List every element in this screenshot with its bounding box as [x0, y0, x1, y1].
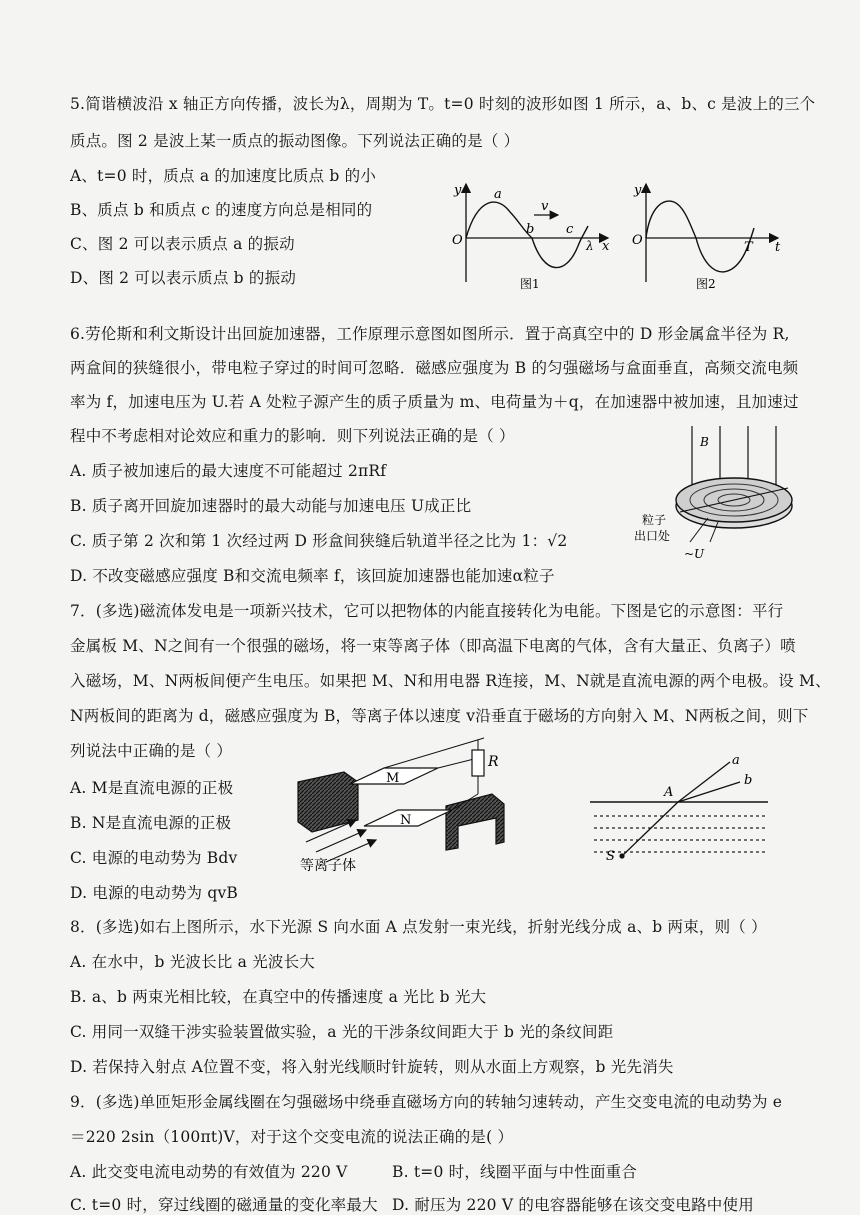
t-label: t	[775, 240, 781, 255]
q6-stem-line-1: 6.劳伦斯和利文斯设计出回旋加速器，工作原理示意图如图所示．置于高真空中的 D 形金属盒半径为 R,	[70, 325, 790, 343]
b-field-label: B	[700, 435, 709, 449]
q7-option-d: D. 电源的电动势为 qvB	[70, 884, 239, 902]
q8-option-a: A. 在水中，b 光波长比 a 光波长大	[70, 953, 315, 971]
incident-ray	[622, 802, 678, 856]
q9-option-d: D. 耐压为 220 V 的电容器能够在该交变电路中使用	[392, 1196, 754, 1214]
resistor-label: R	[488, 754, 499, 770]
q5-option-d: D、图 2 可以表示质点 b 的振动	[70, 269, 297, 287]
q9-option-a: A. 此交变电流电动势的有效值为 220 V	[70, 1163, 348, 1181]
origin-label: O	[632, 233, 643, 248]
origin-label: O	[452, 233, 463, 248]
q7-stem-line-5: 列说法中正确的是（ ）	[70, 742, 233, 760]
q7-option-a: A. M是直流电源的正极	[70, 779, 234, 797]
q5-stem-line-2: 质点。图 2 是波上某一质点的振动图像。下列说法正确的是（ ）	[70, 132, 520, 150]
q6-stem-line-4: 程中不考虑相对论效应和重力的影响．则下列说法正确的是（ ）	[70, 427, 515, 445]
point-c-label: c	[566, 222, 574, 237]
q5-option-b: B、质点 b 和质点 c 的速度方向总是相同的	[70, 201, 373, 219]
point-a-label: A	[664, 785, 674, 800]
q8-option-c: C. 用同一双缝干涉实验装置做实验，a 光的干涉条纹间距大于 b 光的条纹间距	[70, 1023, 614, 1041]
ray-b	[678, 782, 740, 802]
q6-option-c: C. 质子第 2 次和第 1 次经过两 D 形盒间狭缝后轨道半径之比为 1：√2	[70, 532, 568, 550]
lambda-label: λ	[586, 239, 594, 253]
vibration-figure-2	[630, 176, 790, 294]
refraction-figure	[590, 752, 780, 870]
point-b-label: b	[526, 222, 535, 237]
resistor-r	[472, 750, 484, 776]
point-a-label: a	[494, 187, 502, 202]
vibration-curve	[646, 201, 754, 272]
q5-option-c: C、图 2 可以表示质点 a 的振动	[70, 235, 295, 253]
q8-option-b: B. a、b 两束光相比较，在真空中的传播速度 a 光比 b 光大	[70, 988, 487, 1006]
q5-stem-line-1: 5.简谐横波沿 x 轴正方向传播，波长为λ，周期为 T。t=0 时刻的波形如图 1 所示，a、b、c 是波上的三个	[70, 95, 816, 113]
q7-stem-line-1: 7．(多选)磁流体发电是一项新兴技术，它可以把物体的内能直接转化为电能。下图是它的示意图：平行	[70, 602, 784, 620]
exit-label-1: 粒子	[642, 513, 667, 527]
y-label: y	[454, 183, 462, 198]
right-magnet	[446, 794, 504, 850]
period-label: T	[744, 240, 753, 255]
wave-figure-1	[448, 176, 618, 294]
q8-option-d: D. 若保持入射点 A位置不变，将入射光线顺时针旋转，则从水面上方观察，b 光先消失	[70, 1058, 674, 1076]
plasma-label: 等离子体	[300, 858, 356, 874]
q7-stem-line-2: 金属板 M、N之间有一个很强的磁场，将一束等离子体（即高温下电离的气体，含有大量正、负离子）喷	[70, 637, 796, 655]
ray-b-label: b	[744, 773, 753, 788]
q7-stem-line-3: 入磁场，M、N两板间便产生电压。如果把 M、N和用电器 R连接，M、N就是直流电源的两个电极。设 M、	[70, 672, 831, 690]
q7-option-c: C. 电源的电动势为 Bdv	[70, 849, 238, 867]
q7-stem-line-4: N两板间的距离为 d，磁感应强度为 B，等离子体以速度 v沿垂直于磁场的方向射入 M、N两板之间，则下	[70, 707, 809, 725]
q6-option-d: D. 不改变磁感应强度 B和交流电频率 f，该回旋加速器也能加速α粒子	[70, 567, 555, 585]
q9-option-c: C. t=0 时，穿过线圈的磁通量的变化率最大	[70, 1196, 378, 1214]
q6-option-a: A. 质子被加速后的最大速度不可能超过 2πRf	[70, 462, 387, 480]
q9-option-b: B. t=0 时，线圈平面与中性面重合	[392, 1163, 638, 1181]
q9-stem-line-2: ＝220 2sin（100πt)V，对于这个交变电流的说法正确的是( ）	[70, 1128, 514, 1146]
figure-1-caption: 图1	[520, 277, 540, 291]
voltage-label: ~U	[684, 547, 705, 561]
v-label: v	[541, 199, 549, 214]
q9-stem-line-1: 9．(多选)单匝矩形金属线圈在匀强磁场中绕垂直磁场方向的转轴匀速转动，产生交变电流的电动势为 e	[70, 1093, 783, 1111]
mhd-generator-figure	[296, 738, 546, 878]
ray-a	[678, 762, 730, 802]
x-label: x	[602, 239, 610, 254]
plate-m-label: M	[386, 771, 400, 786]
y-label: y	[634, 183, 642, 198]
q6-option-b: B. 质子离开回旋加速器时的最大动能与加速电压 U成正比	[70, 497, 472, 515]
q8-stem: 8．(多选)如右上图所示，水下光源 S 向水面 A 点发射一束光线，折射光线分成 a、b 两束，则（ ）	[70, 918, 767, 936]
cyclotron-figure	[630, 418, 800, 568]
q7-option-b: B. N是直流电源的正极	[70, 814, 232, 832]
q5-option-a: A、t=0 时，质点 a 的加速度比质点 b 的小	[70, 167, 377, 185]
ray-a-label: a	[732, 753, 740, 768]
source-s-label: S	[606, 849, 615, 864]
plate-n-label: N	[400, 813, 412, 828]
exit-label-2: 出口处	[634, 529, 671, 543]
q6-stem-line-3: 率为 f，加速电压为 U.若 A 处粒子源产生的质子质量为 m、电荷量为＋q，在加速器中被加速，且加速过	[70, 393, 799, 411]
q6-stem-line-2: 两盒间的狭缝很小，带电粒子穿过的时间可忽略．磁感应强度为 B 的匀强磁场与盒面垂直，高频交流电频	[70, 359, 799, 377]
figure-2-caption: 图2	[696, 277, 716, 291]
